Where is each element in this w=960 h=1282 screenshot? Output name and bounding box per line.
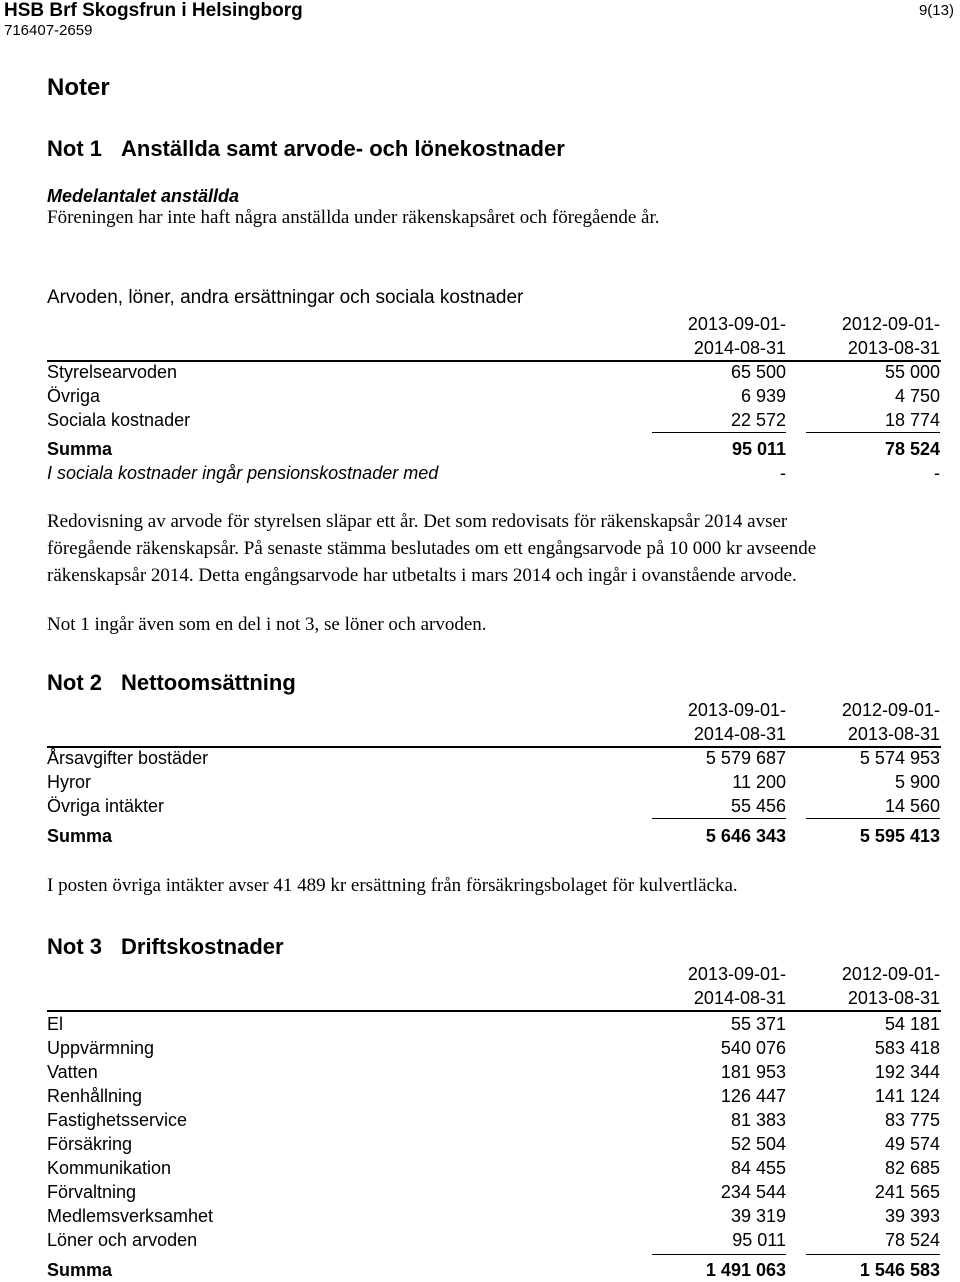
note2-number: Not 2 — [47, 670, 102, 695]
row-current: 84 455 — [730, 1158, 786, 1178]
column-previous-line2: 2013-08-31 — [847, 338, 940, 358]
note1-text-line3: räkenskapsår 2014. Detta engångsarvode har utbetalts i mars 2014 och ingår i ovanstående arvode. — [47, 565, 797, 586]
note1-text-line1: Redovisning av arvode för styrelsen släpar ett år. Det som redovisats för räkenskapsår 2014 avser — [47, 511, 788, 532]
table-row — [47, 1156, 941, 1180]
note2-column-headers — [47, 698, 941, 746]
table-row — [47, 770, 941, 794]
row-current: 65 500 — [730, 362, 786, 382]
note2-rows — [47, 746, 941, 818]
note3-number: Not 3 — [47, 934, 102, 959]
table-row — [47, 360, 941, 384]
note1-text-block — [47, 508, 947, 589]
pension-row — [47, 461, 941, 485]
organization-number: 716407-2659 — [4, 22, 93, 39]
column-current-line1: 2013-09-01- — [687, 964, 786, 984]
column-current-line2: 2014-08-31 — [693, 338, 786, 358]
table-row — [47, 384, 941, 408]
row-label: Kommunikation — [47, 1158, 172, 1178]
row-current: 540 076 — [720, 1038, 786, 1058]
column-current-year — [688, 698, 786, 746]
note1-title: Anställda samt arvode- och lönekostnader — [121, 136, 565, 161]
note1-heading — [47, 136, 565, 162]
note3-rows — [47, 1012, 941, 1252]
column-current-line1: 2013-09-01- — [687, 314, 786, 334]
table-row — [47, 1036, 941, 1060]
note2-text: I posten övriga intäkter avser 41 489 kr ersättning från försäkringsbolaget för kulvertläcka. — [47, 875, 738, 896]
row-label: Uppvärmning — [47, 1038, 155, 1058]
note1-employees-text: Föreningen har inte haft några anställda under räkenskapsåret och föregående år. — [47, 207, 660, 228]
note3-sum-block — [47, 1258, 941, 1282]
row-previous: 241 565 — [874, 1182, 940, 1202]
sum-previous: 5 595 413 — [859, 826, 940, 846]
row-label: Fastighetsservice — [47, 1110, 188, 1130]
note2-title: Nettoomsättning — [121, 670, 296, 695]
row-current: 181 953 — [720, 1062, 786, 1082]
note2-sum-block — [47, 824, 941, 848]
row-previous: 18 774 — [884, 410, 940, 430]
row-previous: 583 418 — [874, 1038, 940, 1058]
note1-sum-rule-previous — [806, 432, 940, 433]
row-label: Sociala kostnader — [47, 410, 191, 430]
row-current: 22 572 — [730, 410, 786, 430]
note2-sum-rule-previous — [806, 818, 940, 819]
sum-label: Summa — [47, 439, 113, 459]
row-previous: 83 775 — [884, 1110, 940, 1130]
organization-name: HSB Brf Skogsfrun i Helsingborg — [4, 0, 303, 21]
row-previous: 141 124 — [874, 1086, 940, 1106]
pension-label: I sociala kostnader ingår pensionskostnader med — [47, 463, 439, 483]
table-row — [47, 1228, 941, 1252]
sum-current: 95 011 — [731, 439, 786, 459]
column-previous-line2: 2013-08-31 — [847, 724, 940, 744]
note1-number: Not 1 — [47, 136, 102, 161]
row-current: 11 200 — [732, 772, 786, 792]
row-current: 234 544 — [720, 1182, 786, 1202]
row-label: Medlemsverksamhet — [47, 1206, 214, 1226]
column-current-year — [688, 962, 786, 1010]
page-title: Noter — [47, 74, 110, 101]
row-label: Övriga — [47, 386, 101, 406]
row-previous: 54 181 — [884, 1014, 940, 1034]
row-label: Löner och arvoden — [47, 1230, 198, 1250]
note1-text-line2: föregående räkenskapsår. På senaste stämma beslutades om ett engångsarvode på 10 000 kr avseende — [47, 538, 817, 559]
row-current: 55 456 — [730, 796, 786, 816]
sum-row — [47, 437, 941, 461]
row-current: 81 383 — [730, 1110, 786, 1130]
pension-current: - — [780, 463, 786, 483]
row-current: 95 011 — [732, 1230, 786, 1250]
row-current: 6 939 — [740, 386, 786, 406]
row-current: 126 447 — [720, 1086, 786, 1106]
row-label: Styrelsearvoden — [47, 362, 178, 382]
row-previous: 78 524 — [884, 1230, 940, 1250]
note3-title: Driftskostnader — [121, 934, 284, 959]
note2-sum-rule-current — [652, 818, 786, 819]
row-previous: 49 574 — [884, 1134, 940, 1154]
sum-label: Summa — [47, 826, 113, 846]
note1-sum-block — [47, 437, 941, 485]
table-row — [47, 1108, 941, 1132]
sum-label: Summa — [47, 1260, 113, 1280]
note1-text2: Not 1 ingår även som en del i not 3, se löner och arvoden. — [47, 614, 487, 635]
note2-table — [47, 698, 941, 746]
row-label: Övriga intäkter — [47, 796, 165, 816]
row-current: 52 504 — [730, 1134, 786, 1154]
column-previous-year — [842, 312, 940, 360]
row-previous: 55 000 — [884, 362, 940, 382]
column-previous-line2: 2013-08-31 — [847, 988, 940, 1008]
row-label: Renhållning — [47, 1086, 143, 1106]
sum-row — [47, 1258, 941, 1282]
note1-table — [47, 312, 941, 360]
row-label: Hyror — [47, 772, 91, 792]
sum-previous: 1 546 583 — [859, 1260, 940, 1280]
column-previous-line1: 2012-09-01- — [841, 314, 940, 334]
sum-current: 1 491 063 — [705, 1260, 786, 1280]
column-previous-year — [842, 962, 940, 1010]
row-previous: 5 574 953 — [859, 748, 940, 768]
page-number: 9(13) — [918, 2, 954, 19]
note1-sum-rule-current — [652, 432, 786, 433]
table-row — [47, 1132, 941, 1156]
column-current-line1: 2013-09-01- — [687, 700, 786, 720]
table-row — [47, 794, 941, 818]
row-previous: 4 750 — [894, 386, 940, 406]
note1-subheading: Medelantalet anställda — [47, 186, 240, 206]
column-previous-line1: 2012-09-01- — [841, 700, 940, 720]
table-row — [47, 1204, 941, 1228]
row-previous: 192 344 — [874, 1062, 940, 1082]
row-label: Årsavgifter bostäder — [47, 748, 209, 768]
note1-column-headers — [47, 312, 941, 360]
note2-heading — [47, 670, 296, 696]
row-current: 55 371 — [730, 1014, 786, 1034]
column-current-year — [688, 312, 786, 360]
column-previous-year — [842, 698, 940, 746]
row-previous: 82 685 — [884, 1158, 940, 1178]
note3-heading — [47, 934, 284, 960]
column-previous-line1: 2012-09-01- — [841, 964, 940, 984]
note3-table — [47, 962, 941, 1010]
sum-previous: 78 524 — [884, 439, 940, 459]
row-label: Försäkring — [47, 1134, 133, 1154]
table-row — [47, 1012, 941, 1036]
row-previous: 5 900 — [894, 772, 940, 792]
sum-row — [47, 824, 941, 848]
pension-previous: - — [934, 463, 940, 483]
row-label: Förvaltning — [47, 1182, 137, 1202]
row-previous: 39 393 — [884, 1206, 940, 1226]
sum-current: 5 646 343 — [705, 826, 786, 846]
table-row — [47, 1084, 941, 1108]
note3-sum-rule-current — [652, 1254, 786, 1255]
table-row — [47, 1180, 941, 1204]
table-row — [47, 408, 941, 432]
table-row — [47, 1060, 941, 1084]
table-row — [47, 746, 941, 770]
note1-table-heading: Arvoden, löner, andra ersättningar och sociala kostnader — [47, 287, 524, 308]
note3-column-headers — [47, 962, 941, 1010]
row-label: El — [47, 1014, 64, 1034]
row-label: Vatten — [47, 1062, 98, 1082]
column-current-line2: 2014-08-31 — [693, 988, 786, 1008]
note1-rows — [47, 360, 941, 432]
row-current: 39 319 — [730, 1206, 786, 1226]
column-current-line2: 2014-08-31 — [693, 724, 786, 744]
note3-sum-rule-previous — [806, 1254, 940, 1255]
row-previous: 14 560 — [884, 796, 940, 816]
row-current: 5 579 687 — [705, 748, 786, 768]
